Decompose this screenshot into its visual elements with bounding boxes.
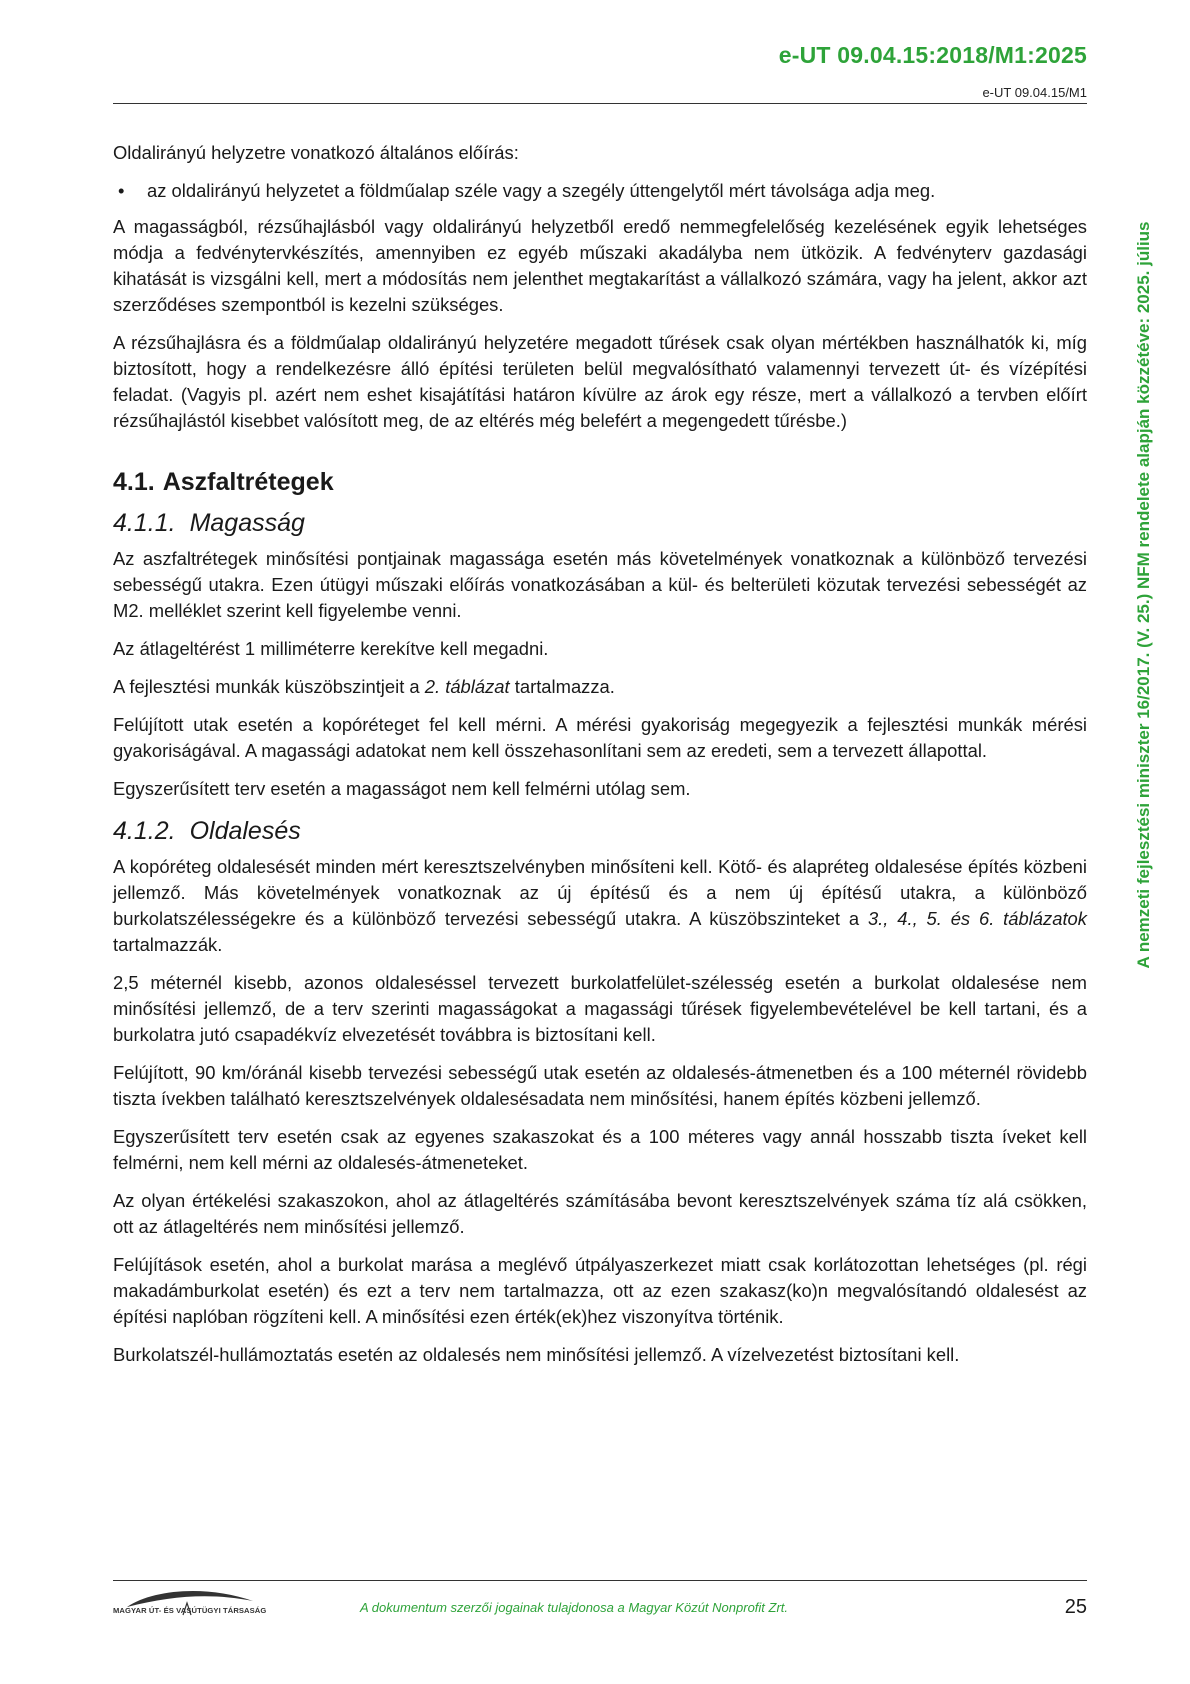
paragraph: Az átlageltérést 1 milliméterre kerekítve kell megadni.	[113, 638, 549, 659]
footer-logo-text: MAGYAR ÚT- ÉS VASÚTÜGYI TÁRSASÁG	[113, 1606, 267, 1615]
list-item-text: az oldalirányú helyzetet a földműalap széle vagy a szegély úttengelytől mért távolsága adja meg.	[147, 180, 936, 201]
swoosh-logo-icon	[113, 1585, 273, 1621]
document-subcode: e-UT 09.04.15/M1	[982, 85, 1087, 100]
subsection-heading	[113, 814, 1087, 848]
paragraph: A rézsűhajlásra és a földműalap oldalirányú helyzetére megadott tűrések csak olyan mértékben használhatók ki, míg biztosított, hogy a rendelkezésre álló építési területen belül megvalósítható valamennyi tervezett út- és vízépítési feladat. (Vagyis pl. azért nem eshet kisajátítási határon kívülre az árok egy része, mert a vállalkozó a tervben előírt rézsűhajlástól kisebbet valósított meg, de az eltérés még belefért a megengedett tűrésbe.)	[113, 332, 1087, 431]
paragraph: Az olyan értékelési szakaszokon, ahol az átlageltérés számításába bevont keresztszelvények száma tíz alá csökken, ott az átlageltérés nem minősítési jellemző.	[113, 1190, 1087, 1237]
paragraph	[113, 854, 1087, 958]
subsection-number: 4.1.2.	[113, 817, 176, 845]
header-divider	[113, 103, 1087, 104]
intro-bullet-list	[113, 178, 1087, 204]
paragraph: A magasságból, rézsűhajlásból vagy oldalirányú helyzetből eredő nemmegfelelőség kezelésének egyik lehetséges módja a fedvénytervkészítés, amennyiben ez egyéb műszaki akadályba nem ütközik. A fedvényterv gazdasági kihatását is vizsgálni kell, mert a módosítás nem jelenthet megtakarítást a vállalkozó számára, vagy ha jelent, akkor azt szerződéses szempontból is kezelni szükséges.	[113, 216, 1087, 315]
document-code: e-UT 09.04.15:2018/M1:2025	[778, 42, 1087, 68]
section-title: Aszfaltrétegek	[162, 468, 334, 496]
bullet-dot-icon: •	[118, 180, 125, 201]
page-number: 25	[1064, 1596, 1087, 1618]
table-reference: 3., 4., 5. és 6. táblázatok	[867, 908, 1087, 929]
paragraph: Egyszerűsített terv esetén csak az egyenes szakaszokat és a 100 méteres vagy annál hosszabb tiszta íveket kell felmérni, nem kell mérni az oldalesés-átmeneteket.	[113, 1126, 1087, 1173]
text-run: tartalmazza.	[509, 676, 615, 697]
list-item	[113, 178, 1087, 204]
page-content	[113, 140, 1087, 1380]
publication-side-note: A nemzeti fejlesztési miniszter 16/2017. (V. 25.) NFM rendelete alapján közzétéve: 2025. július	[1134, 221, 1153, 969]
intro-lead: Oldalirányú helyzetre vonatkozó általános előírás:	[113, 142, 519, 163]
text-run: A kopóréteg oldalesését minden mért keresztszelvényben minősíteni kell. Kötő- és alapréteg oldalesése építés közbeni jellemző. Más követelmények vonatkoznak az új építésű és a nem új építésű utakra, a különböző burkolatszélességekre és a különböző tervezési sebességű utakra. A küszöbszinteket a	[113, 856, 1087, 929]
footer-copyright: A dokumentum szerzői jogainak tulajdonosa a Magyar Közút Nonprofit Zrt.	[360, 1600, 789, 1615]
subsection-title: Oldalesés	[189, 817, 301, 845]
paragraph: Burkolatszél-hullámoztatás esetén az oldalesés nem minősítési jellemző. A vízelvezetést biztosítani kell.	[113, 1344, 960, 1365]
subsection-number: 4.1.1.	[113, 509, 176, 537]
section-heading	[113, 466, 1087, 498]
text-run: tartalmazzák.	[113, 934, 223, 955]
subsection-title: Magasság	[189, 509, 305, 537]
paragraph: Felújított utak esetén a kopóréteget fel kell mérni. A mérési gyakoriság megegyezik a fejlesztési munkák mérési gyakoriságával. A magassági adatokat nem kell összehasonlítani sem az eredeti, sem a tervezett állapottal.	[113, 714, 1087, 761]
paragraph: Az aszfaltrétegek minősítési pontjainak magassága esetén más követelmények vonatkoznak a különböző tervezési sebességű utakra. Ezen útügyi műszaki előírás vonatkozásában a kül- és belterületi közutak tervezési sebességét az M2. melléklet szerint kell figyelembe venni.	[113, 548, 1087, 621]
footer-divider	[113, 1580, 1087, 1581]
paragraph: Egyszerűsített terv esetén a magasságot nem kell felmérni utólag sem.	[113, 778, 691, 799]
paragraph: Felújított, 90 km/óránál kisebb tervezési sebességű utak esetén az oldalesés-átmenetben és a 100 méternél rövidebb tiszta ívekben található keresztszelvények oldalesésadata nem minősítési, hanem építés közbeni jellemző.	[113, 1062, 1087, 1109]
paragraph: 2,5 méternél kisebb, azonos oldaleséssel tervezett burkolatfelület-szélesség esetén a burkolat oldalesése nem minősítési jellemző, de a terv szerinti magasságokat a magassági tűrések figyelembevételével be kell tartani, és a burkolatra jutó csapadékvíz elvezetését továbbra is biztosítani kell.	[113, 972, 1087, 1045]
section-number: 4.1.	[113, 468, 155, 496]
table-reference: 2. táblázat	[424, 676, 510, 697]
paragraph	[113, 674, 1087, 700]
text-run: A fejlesztési munkák küszöbszintjeit a	[113, 676, 425, 697]
subsection-heading	[113, 506, 1087, 540]
paragraph: Felújítások esetén, ahol a burkolat marása a meglévő útpályaszerkezet miatt csak korlátozottan lehetséges (pl. régi makadámburkolat esetén) és ezt a terv nem tartalmazza, ott az ezen szakasz(ko)n megvalósítandó oldalesést az építési naplóban rögzíteni kell. A minősítési ezen érték(ek)hez viszonyítva történik.	[113, 1254, 1087, 1327]
